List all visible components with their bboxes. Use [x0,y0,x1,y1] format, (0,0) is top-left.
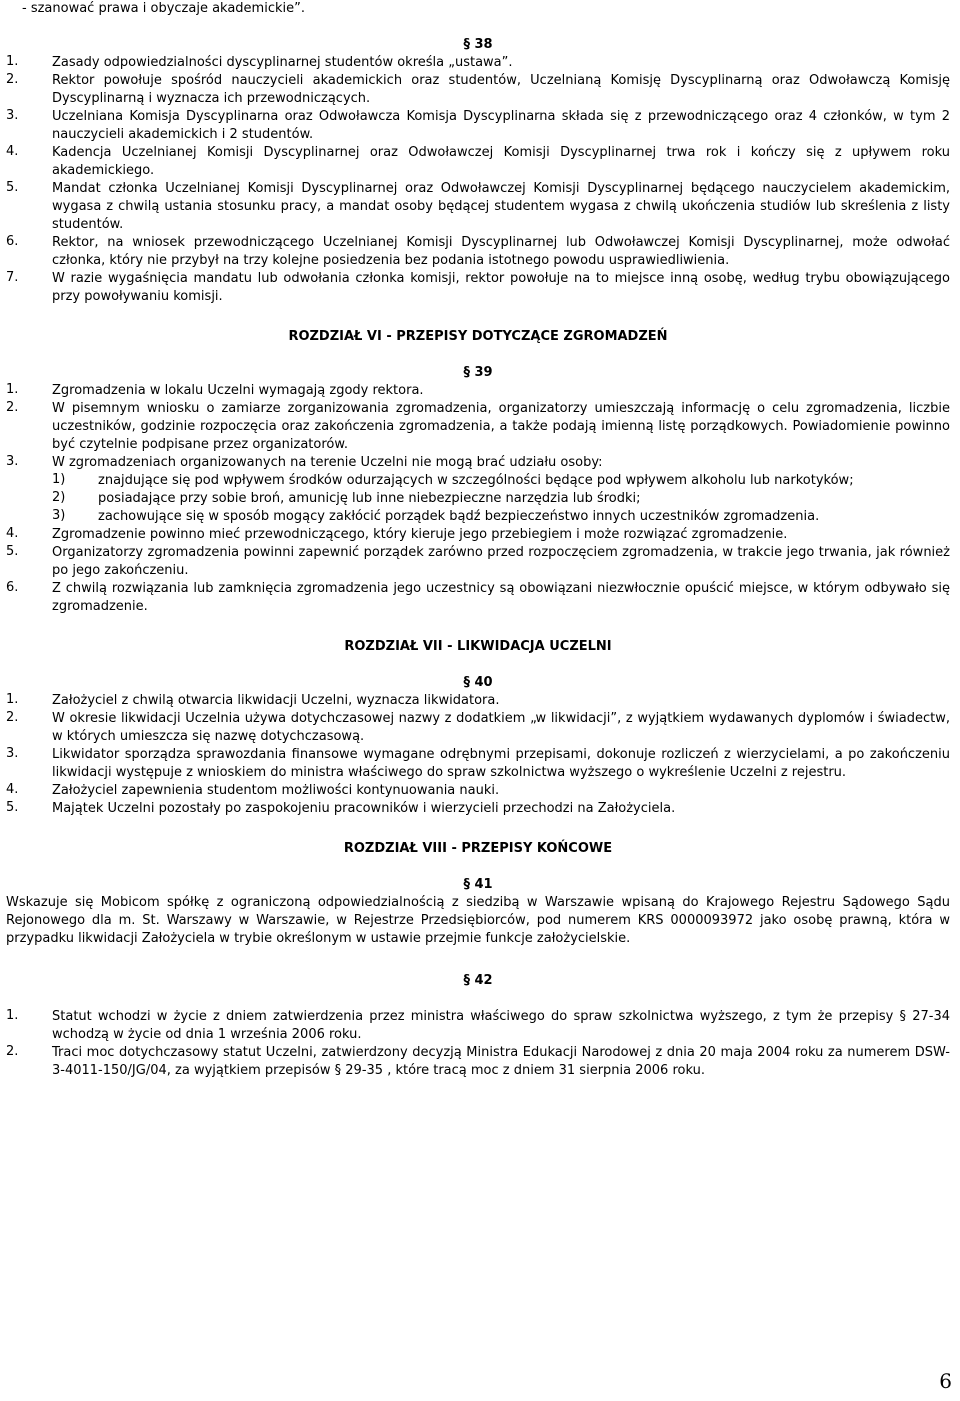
item-text: Organizatorzy zgromadzenia powinni zapewnić porządek zarówno przed rozpoczęciem zgromadzenia, w trakcie jego trwania, jak również po jego zakończeniu. [52,545,950,578]
item-number: 2. [6,72,19,87]
list-item [6,454,950,472]
item-text: Rektor, na wniosek przewodniczącego Uczelnianej Komisji Dyscyplinarnej lub Odwoławczej Komisji Dyscyplinarnej, może odwołać członka, który nie przybył na trzy kolejne posiedzenia bez podania istotnego powodu usprawiedliwienia. [52,235,950,268]
item-text: Założyciel z chwilą otwarcia likwidacji Uczelni, wyznacza likwidatora. [52,693,500,708]
item-text: Zasady odpowiedzialności dyscyplinarnej studentów określa „ustawa”. [52,55,513,70]
chapter-8-heading: ROZDZIAŁ VIII - PRZEPISY KOŃCOWE [343,841,613,856]
list-item [6,400,950,454]
item-number: 1. [6,54,19,69]
item-number: 2. [6,1044,19,1059]
item-text: posiadające przy sobie broń, amunicję lub inne niebezpieczne narzędzia lub środki; [98,491,641,506]
list-item [6,54,950,72]
item-text: Uczelniana Komisja Dyscyplinarna oraz Odwoławcza Komisja Dyscyplinarna składa się z przewodniczącego oraz 4 członków, w tym 2 nauczycieli akademickich i 2 studentów. [52,109,950,142]
list-item [6,710,950,746]
item-number: 3) [52,508,66,523]
item-text: zachowujące się w sposób mogący zakłócić porządek bądź bezpieczeństwo innych uczestników zgromadzenia. [98,509,820,524]
list-item [6,382,950,400]
item-text: znajdujące się pod wpływem środków odurzających w szczególności będące pod wpływem alkoholu lub narkotyków; [98,473,854,488]
list-item [6,800,950,818]
sub-list-item [6,508,950,526]
item-number: 7. [6,270,19,285]
item-number: 1. [6,382,19,397]
item-text: Założyciel zapewnienia studentom możliwości kontynuowania nauki. [52,783,500,798]
chapter-7-heading: ROZDZIAŁ VII - LIKWIDACJA UCZELNI [344,639,612,654]
item-text: Statut wchodzi w życie z dniem zatwierdzenia przez ministra właściwego do spraw szkolnictwa wyższego, z tym że przepisy § 27-34 wchodzą w życie od dnia 1 września 2006 roku. [52,1009,950,1042]
item-number: 6. [6,234,19,249]
list-item [6,580,950,616]
section-42-list [6,1008,950,1080]
item-number: 1) [52,472,66,487]
section-40-heading: § 40 [463,675,493,690]
page-number: 6 [939,1369,952,1393]
section-38-list [6,54,950,306]
list-item [6,544,950,580]
list-item [6,180,950,234]
list-item [6,1044,950,1080]
section-42-heading: § 42 [463,973,493,988]
list-item [6,526,950,544]
item-number: 3. [6,746,19,761]
item-number: 1. [6,692,19,707]
item-text: W pisemnym wniosku o zamiarze zorganizowania zgromadzenia, organizatorzy umieszczają informację o celu zgromadzenia, liczbie uczestników, godzinie rozpoczęcia oraz zakończenia zgromadzenia, a także podają imienną listę porządkowych. Powiadomienie powinno być czytelnie podpisane przez organizatorów. [52,401,950,452]
item-text: Kadencja Uczelnianej Komisji Dyscyplinarnej oraz Odwoławczej Komisji Dyscyplinarnej trwa rok i kończy się z upływem roku akademickiego. [52,145,950,178]
intro-line: - szanować prawa i obyczaje akademickie”. [22,1,305,16]
list-item [6,72,950,108]
item-number: 4. [6,782,19,797]
item-text: Z chwilą rozwiązania lub zamknięcia zgromadzenia jego uczestnicy są obowiązani niezwłocznie opuścić miejsce, w którym odbywało się zgromadzenie. [52,581,950,614]
list-item [6,270,950,306]
list-item [6,234,950,270]
section-40-list [6,692,950,818]
item-number: 4. [6,144,19,159]
item-number: 6. [6,580,19,595]
item-number: 5. [6,544,19,559]
item-text: Majątek Uczelni pozostały po zaspokojeniu pracowników i wierzycieli przechodzi na Założyciela. [52,801,676,816]
section-39-heading: § 39 [463,365,493,380]
item-text: Zgromadzenie powinno mieć przewodniczącego, który kieruje jego przebiegiem i może rozwiązać zgromadzenie. [52,527,788,542]
list-item [6,692,950,710]
section-39-list [6,382,950,616]
list-item [6,144,950,180]
item-text: W okresie likwidacji Uczelnia używa dotychczasowej nazwy z dodatkiem „w likwidacji”, z wyjątkiem wydawanych dyplomów i świadectw, w których umieszcza się nazwę dotychczasową. [52,711,950,744]
item-number: 1. [6,1008,19,1023]
section-38-heading: § 38 [463,37,493,52]
item-text: Rektor powołuje spośród nauczycieli akademickich oraz studentów, Uczelnianą Komisję Dyscyplinarną oraz Odwoławczą Komisję Dyscyplinarną i wyznacza ich przewodniczących. [52,73,950,106]
item-text: Zgromadzenia w lokalu Uczelni wymagają zgody rektora. [52,383,424,398]
item-number: 3. [6,108,19,123]
item-number: 2. [6,710,19,725]
list-item [6,746,950,782]
chapter-6-heading: ROZDZIAŁ VI - PRZEPISY DOTYCZĄCE ZGROMADZEŃ [288,329,668,344]
item-number: 5. [6,180,19,195]
item-number: 2. [6,400,19,415]
list-item [6,108,950,144]
sub-list-item [6,472,950,490]
item-text: W zgromadzeniach organizowanych na terenie Uczelni nie mogą brać udziału osoby: [52,455,603,470]
item-text: Mandat członka Uczelnianej Komisji Dyscyplinarnej oraz Odwoławczej Komisji Dyscyplinarnej będącego nauczycielem akademickim, wygasa z chwilą ustania stosunku pracy, a mandat osoby będącej studentem wygasa z chwilą ukończenia studiów lub skreślenia z listy studentów. [52,181,950,232]
item-number: 3. [6,454,19,469]
sub-list-item [6,490,950,508]
item-number: 2) [52,490,66,505]
item-number: 5. [6,800,19,815]
item-text: Traci moc dotychczasowy statut Uczelni, zatwierdzony decyzją Ministra Edukacji Narodowej z dnia 20 maja 2004 roku za numerem DSW-3-4011-150/JG/04, za wyjątkiem przepisów § 29-35 , które tracą moc z dniem 31 sierpnia 2006 roku. [52,1045,950,1078]
item-text: W razie wygaśnięcia mandatu lub odwołania członka komisji, rektor powołuje na to miejsce inną osobę, według trybu obowiązującego przy powoływaniu komisji. [52,271,950,304]
item-number: 4. [6,526,19,541]
item-text: Likwidator sporządza sprawozdania finansowe wymagane odrębnymi przepisami, dokonuje rozliczeń z wierzycielami, a po zakończeniu likwidacji występuje z wnioskiem do ministra właściwego do spraw szkolnictwa wyższego o wykreślenie Uczelni z rejestru. [52,747,950,780]
section-41-heading: § 41 [463,877,493,892]
list-item [6,1008,950,1044]
list-item [6,782,950,800]
section-41-text: Wskazuje się Mobicom spółkę z ograniczoną odpowiedzialnością z siedzibą w Warszawie wpisaną do Krajowego Rejestru Sądowego Sądu Rejonowego dla m. St. Warszawy w Warszawie, w Rejestrze Przedsiębiorców, pod numerem KRS 0000093972 jako osobę prawną, która w przypadku likwidacji Założyciela w trybie określonym w ustawie przejmie funkcje założycielskie. [6,895,950,946]
